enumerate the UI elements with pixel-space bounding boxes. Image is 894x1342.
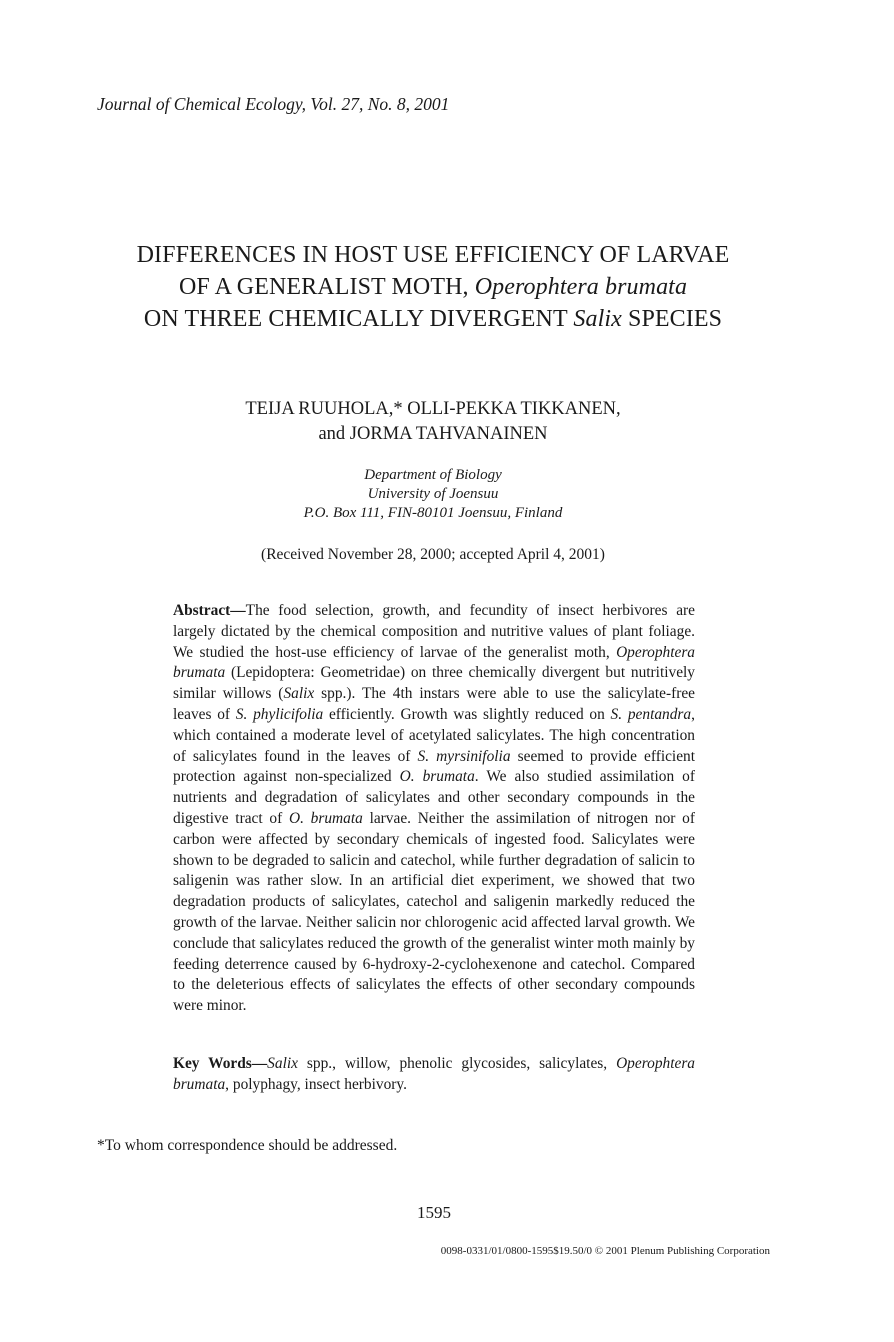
abstract-text: (Lepidoptera: Geometridae) on three chemically divergent but nutritively similar willows (: [173, 664, 695, 703]
abstract-text: , which contained a moderate level of acetylated salicylates. The high concentration of salicylates found in the leaves of: [173, 705, 695, 765]
affiliation-university: University of Joensuu: [367, 486, 499, 502]
affiliation-department: Department of Biology: [364, 467, 502, 483]
keyword-italic: Salix: [267, 1055, 298, 1072]
abstract: [173, 601, 695, 1017]
affiliation-address: P.O. Box 111, FIN-80101 Joensuu, Finland: [303, 505, 563, 521]
abstract-text: seemed to provide efficient protection against non-specialized: [173, 747, 696, 786]
abstract-label: Abstract—: [173, 602, 246, 619]
title-line-2: [0, 271, 866, 303]
abstract-text: spp.). The 4th instars were able to use the salicylate-free leaves of: [173, 685, 695, 723]
affiliation: [0, 466, 866, 523]
abstract-italic: Salix: [283, 685, 315, 703]
species-name: Operophtera brumata: [474, 274, 688, 300]
authors-line-2: and JORMA TAHVANAINEN: [318, 424, 548, 444]
title-text: OF A GENERALIST MOTH,: [178, 274, 475, 300]
authors-line-1: TEIJA RUUHOLA,* OLLI-PEKKA TIKKANEN,: [245, 399, 621, 419]
abstract-italic: S. phylicifolia: [235, 705, 324, 723]
keyword-italic: Operophtera brumata: [173, 1055, 695, 1093]
article-title: [0, 239, 866, 335]
title-line-3: [0, 303, 866, 335]
title-text: SPECIES: [621, 306, 723, 332]
copyright-line: 0098-0331/01/0800-1595$19.50/0 © 2001 Plenum Publishing Corporation: [440, 1245, 770, 1257]
correspondence-footnote: *To whom correspondence should be addressed.: [97, 1137, 398, 1154]
keyword-text: , polyphagy, insect herbivory.: [225, 1075, 407, 1093]
journal-citation: Journal of Chemical Ecology, Vol. 27, No. 8, 2001: [97, 94, 450, 114]
keyword-text: spp., willow, phenolic glycosides, salicylates,: [297, 1055, 617, 1072]
abstract-text: larvae. Neither the assimilation of nitrogen nor of carbon were affected by secondary chemicals of ingested food. Salicylates were shown to be degraded to salicin and catechol, while further degradation of salicin to saligenin was rather slow. In an artificial diet experiment, we showed that two degradation products of salicylates, catechol and saligenin markedly reduced the growth of the larvae. Neither salicin nor chlorogenic acid affected larval growth. We conclude that salicylates reduced the growth of the generalist winter moth mainly by feeding deterrence caused by 6-hydroxy-2-cyclohexenone and catechol. Compared to the deleterious effects of salicylates the effects of other secondary compounds were minor.: [173, 809, 695, 1015]
abstract-italic: S. myrsinifolia: [417, 747, 511, 765]
page-number: 1595: [417, 1203, 451, 1222]
abstract-italic: S. pentandra: [610, 705, 692, 723]
abstract-italic: O. brumata: [288, 809, 363, 827]
received-dates: (Received November 28, 2000; accepted April 4, 2001): [261, 546, 605, 563]
genus-name: Salix: [573, 306, 622, 332]
abstract-text: efficiently. Growth was slightly reduced on: [323, 705, 611, 723]
title-text: ON THREE CHEMICALLY DIVERGENT: [143, 306, 574, 332]
abstract-text: The food selection, growth, and fecundity of insect herbivores are largely dictated by the chemical composition and nutritive values of plant foliage. We studied the host-use efficiency of larvae of the generalist moth,: [173, 602, 695, 661]
keywords-label: Key Words—: [173, 1055, 268, 1072]
abstract-italic: O. brumata: [399, 768, 475, 786]
title-line-1: DIFFERENCES IN HOST USE EFFICIENCY OF LARVAE: [136, 242, 730, 268]
abstract-italic: Operophtera brumata: [173, 643, 695, 682]
author-list: [0, 397, 866, 447]
key-words: [173, 1054, 695, 1096]
abstract-text: . We also studied assimilation of nutrients and degradation of salicylates and other secondary compounds in the digestive tract of: [173, 768, 695, 827]
